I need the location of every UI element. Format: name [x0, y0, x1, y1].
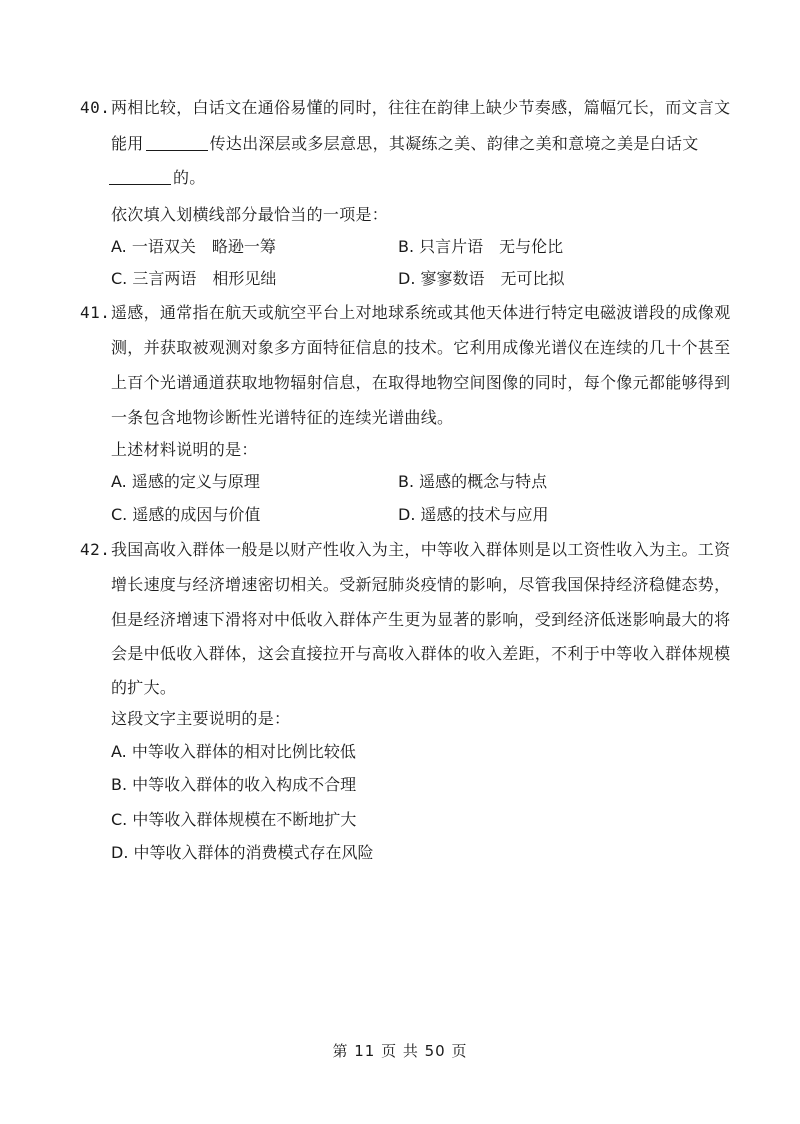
fill-blank-2	[109, 168, 171, 185]
q41-option-a	[111, 472, 260, 492]
option-text: 遥感的成因与价值	[132, 505, 261, 524]
option-key: A.	[111, 237, 127, 256]
option-text-1: 一语双关	[131, 237, 196, 256]
question-number-40: 40.	[80, 98, 111, 117]
option-text-2: 相形见绌	[212, 269, 277, 288]
question-number-42: 42.	[80, 540, 111, 559]
q40-prompt: 依次填入划横线部分最恰当的一项是：	[111, 205, 389, 224]
option-key: D.	[398, 505, 416, 524]
option-text-1: 三言两语	[132, 269, 197, 288]
q40-stem-line-3-end: 的。	[173, 168, 206, 187]
q42-option-b	[111, 775, 356, 795]
q40-option-c	[111, 269, 276, 289]
option-text-1: 寥寥数语	[420, 269, 485, 288]
q41-option-d	[398, 505, 549, 525]
option-key: D.	[398, 269, 416, 288]
option-text: 中等收入群体规模在不断地扩大	[132, 810, 357, 829]
q40-option-d	[398, 269, 565, 289]
option-text-2: 无可比拟	[500, 269, 565, 288]
option-text: 中等收入群体的相对比例比较低	[131, 742, 356, 761]
q41-stem-line-4: 一条包含地物诊断性光谱特征的连续光谱曲线。	[111, 408, 454, 427]
q41-prompt: 上述材料说明的是：	[111, 440, 258, 459]
q41-stem-line-3: 上百个光谱通道获取地物辐射信息，在取得地物空间图像的同时，每个像元都能够得到	[111, 373, 731, 392]
q42-stem-line-1: 我国高收入群体一般是以财产性收入为主，中等收入群体则是以工资性收入为主。工资	[111, 540, 731, 559]
q40-stem-line-2-start: 能用	[111, 134, 144, 153]
question-number-41: 41.	[80, 303, 111, 322]
option-text: 遥感的技术与应用	[420, 505, 549, 524]
option-text: 遥感的定义与原理	[131, 472, 260, 491]
option-text: 中等收入群体的收入构成不合理	[132, 775, 357, 794]
q42-option-d	[111, 843, 374, 863]
option-key: B.	[398, 472, 415, 491]
fill-blank-1	[146, 134, 208, 151]
q42-stem-line-3: 但是经济增速下滑将对中低收入群体产生更为显著的影响，受到经济低迷影响最大的将	[111, 610, 731, 629]
q41-stem-line-1: 遥感，通常指在航天或航空平台上对地球系统或其他天体进行特定电磁波谱段的成像观	[111, 303, 731, 322]
q40-stem-line-3	[109, 168, 206, 188]
page-footer: 第 11 页 共 50 页	[332, 1042, 468, 1060]
q40-option-b	[398, 237, 563, 257]
option-text-1: 只言片语	[419, 237, 484, 256]
option-key: C.	[111, 269, 128, 288]
option-text: 中等收入群体的消费模式存在风险	[133, 843, 374, 862]
option-text-2: 略逊一筹	[211, 237, 276, 256]
q40-option-a	[111, 237, 276, 257]
q40-stem-line-2-end: 传达出深层或多层意思，其凝练之美、韵律之美和意境之美是白话文	[209, 134, 699, 153]
q42-stem-line-2: 增长速度与经济增速密切相关。受新冠肺炎疫情的影响，尽管我国保持经济稳健态势，	[111, 575, 731, 594]
q42-option-c	[111, 810, 356, 830]
q42-option-a	[111, 742, 356, 762]
q42-prompt: 这段文字主要说明的是：	[111, 709, 291, 728]
option-text-2: 无与伦比	[499, 237, 564, 256]
q41-option-b	[398, 472, 547, 492]
option-text: 遥感的概念与特点	[419, 472, 548, 491]
q41-stem-line-2: 测，并获取被观测对象多方面特征信息的技术。它利用成像光谱仪在连续的几十个甚至	[111, 338, 731, 357]
option-key: C.	[111, 810, 128, 829]
option-key: A.	[111, 472, 127, 491]
q40-stem-line-1: 两相比较，白话文在通俗易懂的同时，往往在韵律上缺少节奏感，篇幅冗长，而文言文	[111, 98, 731, 117]
q41-option-c	[111, 505, 260, 525]
q40-stem-line-2	[111, 134, 699, 154]
option-key: B.	[111, 775, 128, 794]
q42-stem-line-4: 会是中低收入群体，这会直接拉开与高收入群体的收入差距，不利于中等收入群体规模	[111, 644, 731, 663]
option-key: C.	[111, 505, 128, 524]
option-key: D.	[111, 843, 129, 862]
option-key: B.	[398, 237, 415, 256]
option-key: A.	[111, 742, 127, 761]
q42-stem-line-5: 的扩大。	[111, 678, 177, 697]
